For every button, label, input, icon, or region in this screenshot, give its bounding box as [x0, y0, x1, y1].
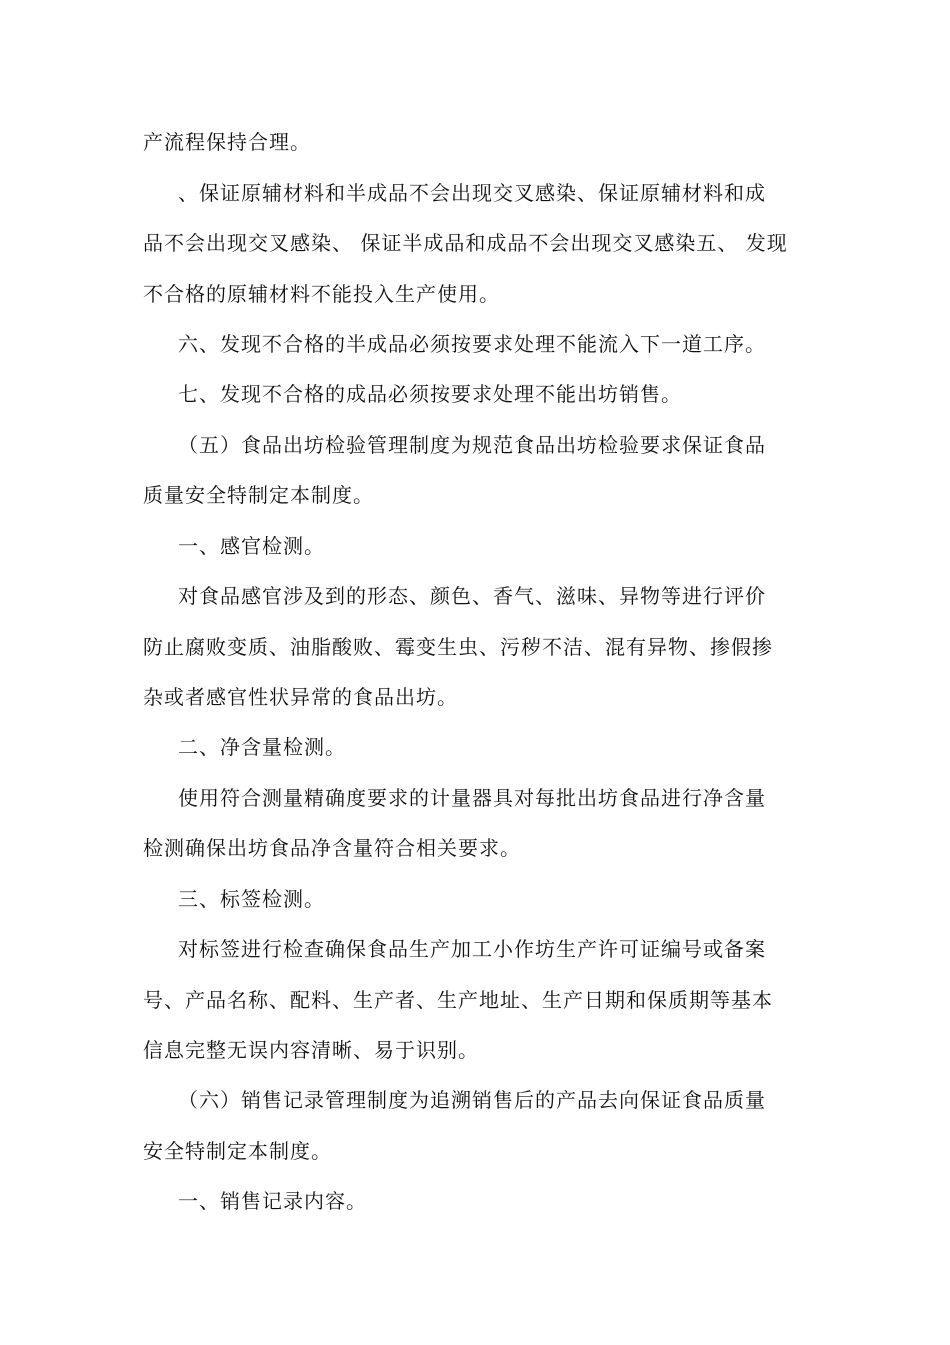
text-line: 杂或者感官性状异常的食品出坊。	[143, 685, 458, 709]
subheading: 一、感官检测。	[178, 534, 325, 558]
text-line: 号、产品名称、配料、生产者、生产地址、生产日期和保质期等基本	[143, 988, 773, 1012]
text-line: 安全特制定本制度。	[143, 1139, 332, 1163]
text-line: 防止腐败变质、油脂酸败、霉变生虫、污秽不洁、混有异物、掺假掺	[143, 635, 773, 659]
text-line: 不合格的原辅材料不能投入生产使用。	[143, 282, 500, 306]
text-line: 产流程保持合理。	[143, 130, 311, 154]
text-line: 对食品感官涉及到的形态、颜色、香气、滋味、异物等进行评价	[178, 584, 766, 608]
text-line: 品不会出现交叉感染、 保证半成品和成品不会出现交叉感染五、 发现	[143, 231, 788, 255]
section-heading: （六）销售记录管理制度为追溯销售后的产品去向保证食品质量	[178, 1088, 766, 1112]
section-heading: （五）食品出坊检验管理制度为规范食品出坊检验要求保证食品	[178, 433, 766, 457]
subheading: 一、销售记录内容。	[178, 1189, 367, 1213]
text-line: 信息完整无误内容清晰、易于识别。	[143, 1038, 479, 1062]
text-line: 对标签进行检查确保食品生产加工小作坊生产许可证编号或备案	[178, 937, 766, 961]
text-line: 七、发现不合格的成品必须按要求处理不能出坊销售。	[178, 382, 682, 406]
text-line: 质量安全特制定本制度。	[143, 483, 374, 507]
subheading: 二、净含量检测。	[178, 735, 346, 759]
text-line: 使用符合测量精确度要求的计量器具对每批出坊食品进行净含量	[178, 786, 766, 810]
text-line: 检测确保出坊食品净含量符合相关要求。	[143, 836, 521, 860]
text-line: 、保证原辅材料和半成品不会出现交叉感染、保证原辅材料和成	[178, 181, 766, 205]
subheading: 三、标签检测。	[178, 887, 325, 911]
text-line: 六、发现不合格的半成品必须按要求处理不能流入下一道工序。	[178, 332, 766, 356]
